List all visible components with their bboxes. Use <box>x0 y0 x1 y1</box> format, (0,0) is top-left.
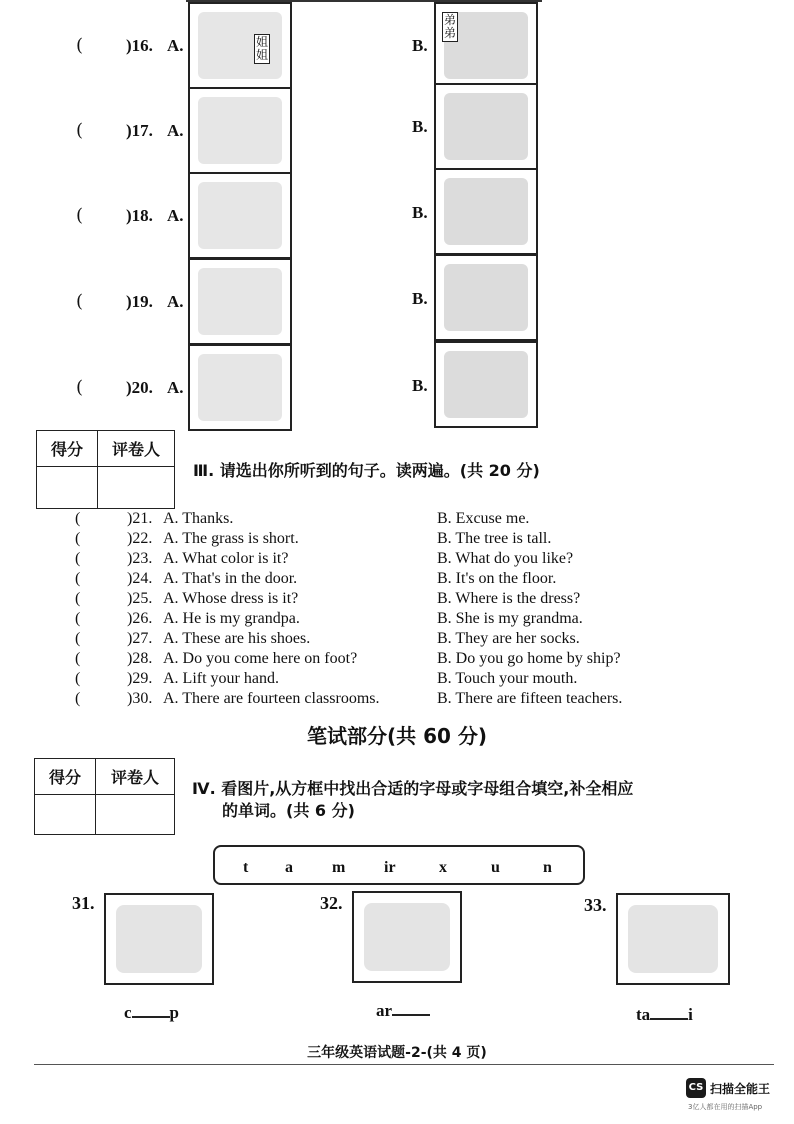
answer-paren[interactable]: ( <box>75 670 81 687</box>
question-row <box>75 630 715 650</box>
answer-paren[interactable]: ( <box>75 570 81 587</box>
option-b-picture[interactable] <box>434 341 538 428</box>
option-a-label: A. <box>167 121 184 140</box>
question-row <box>75 650 715 670</box>
option-b-picture[interactable] <box>434 168 538 255</box>
letter-option: m <box>332 859 346 876</box>
option-b[interactable]: B. It's on the floor. <box>437 570 557 587</box>
grader-cell[interactable] <box>98 467 175 509</box>
option-b-label: B. <box>412 36 428 55</box>
item-picture <box>616 893 730 985</box>
letter-option: ir <box>384 859 396 876</box>
answer-paren[interactable]: ( <box>76 377 84 398</box>
cookies-icon <box>198 182 282 249</box>
fill-word <box>636 1004 693 1025</box>
score-cell[interactable] <box>35 795 96 835</box>
answer-blank[interactable] <box>132 1002 170 1018</box>
section-4-title-line2: 的单词。(共 6 分) <box>222 801 355 820</box>
score-box <box>34 758 175 835</box>
option-a[interactable]: A. Lift your hand. <box>163 670 279 687</box>
option-a[interactable]: A. These are his shoes. <box>163 630 311 647</box>
option-b[interactable]: B. She is my grandma. <box>437 610 583 627</box>
word-suffix: i <box>688 1005 693 1024</box>
item-number: 31. <box>72 893 95 913</box>
option-b[interactable]: B. Touch your mouth. <box>437 670 578 687</box>
pants-icon <box>198 268 282 335</box>
answer-paren[interactable]: ( <box>75 590 81 607</box>
option-a[interactable]: A. Whose dress is it? <box>163 590 299 607</box>
option-b-label: B. <box>412 203 428 222</box>
arm-icon <box>364 903 450 971</box>
answer-paren[interactable]: ( <box>75 630 81 647</box>
watermark-tagline: 3亿人都在用的扫描App <box>688 1103 763 1111</box>
question-row <box>75 670 715 690</box>
short-children-icon <box>198 354 282 421</box>
question-number: )21. <box>127 510 153 527</box>
fill-word <box>124 1002 179 1023</box>
score-box <box>36 430 175 509</box>
question-row <box>75 690 715 710</box>
answer-paren[interactable]: ( <box>75 530 81 547</box>
option-a[interactable]: A. What color is it? <box>163 550 289 567</box>
option-b[interactable]: B. There are fifteen teachers. <box>437 690 623 707</box>
question-number: )25. <box>127 590 153 607</box>
option-a-picture[interactable] <box>188 258 292 345</box>
option-b[interactable]: B. What do you like? <box>437 550 574 567</box>
question-number: )23. <box>127 550 153 567</box>
option-a[interactable]: A. There are fourteen classrooms. <box>163 690 380 707</box>
question-number: )24. <box>127 570 153 587</box>
answer-paren[interactable]: ( <box>75 510 81 527</box>
item-number: 33. <box>584 895 607 915</box>
option-a-label: A. <box>167 292 184 311</box>
question-number: )16. <box>126 36 153 55</box>
option-b-picture[interactable] <box>434 2 538 89</box>
question-number: )30. <box>127 690 153 707</box>
written-part-title: 笔试部分(共 60 分) <box>306 724 488 748</box>
option-a-picture[interactable] <box>188 2 292 89</box>
question-number: )22. <box>127 530 153 547</box>
option-a[interactable]: A. Do you come here on foot? <box>163 650 358 667</box>
answer-paren[interactable]: ( <box>75 550 81 567</box>
section-4-title-line1: Ⅳ. 看图片,从方框中找出合适的字母或字母组合填空,补全相应 <box>192 779 634 798</box>
candy-icon <box>444 178 528 245</box>
cap-icon <box>116 905 202 973</box>
answer-paren[interactable]: ( <box>76 205 84 226</box>
answer-paren[interactable]: ( <box>75 610 81 627</box>
tall-children-icon <box>444 351 528 418</box>
skirt-icon <box>444 264 528 331</box>
question-number: )27. <box>127 630 153 647</box>
word-prefix: c <box>124 1003 132 1022</box>
answer-paren[interactable]: ( <box>76 120 84 141</box>
option-a[interactable]: A. That's in the door. <box>163 570 298 587</box>
answer-paren[interactable]: ( <box>76 35 84 56</box>
score-header: 得分 <box>37 431 98 467</box>
item-picture <box>352 891 462 983</box>
item-number: 32. <box>320 893 343 913</box>
score-cell[interactable] <box>37 467 98 509</box>
letter-option: t <box>243 859 249 876</box>
answer-blank[interactable] <box>392 1000 430 1016</box>
train-icon <box>444 93 528 160</box>
taxi-icon <box>628 905 718 973</box>
question-number: )20. <box>126 378 153 397</box>
letter-option: u <box>491 859 500 876</box>
question-row <box>75 550 715 570</box>
section-3-title: Ⅲ. 请选出你所听到的句子。读两遍。(共 20 分) <box>193 461 540 480</box>
option-b[interactable]: B. They are her socks. <box>437 630 580 647</box>
question-row <box>75 570 715 590</box>
question-number: )17. <box>126 121 153 140</box>
score-header: 得分 <box>35 759 96 795</box>
answer-paren[interactable]: ( <box>75 690 81 707</box>
option-a[interactable]: A. The grass is short. <box>163 530 299 547</box>
brother-tag: 弟弟 <box>443 13 456 40</box>
sister-tag: 姐姐 <box>255 35 268 62</box>
letter-choice-box <box>213 845 585 885</box>
option-b-picture[interactable] <box>434 83 538 170</box>
grader-cell[interactable] <box>96 795 175 835</box>
question-number: )28. <box>127 650 153 667</box>
answer-blank[interactable] <box>650 1004 688 1020</box>
question-number: )26. <box>127 610 153 627</box>
question-row <box>75 510 715 530</box>
question-number: )29. <box>127 670 153 687</box>
item-picture <box>104 893 214 985</box>
grader-header: 评卷人 <box>96 759 175 795</box>
option-b[interactable]: B. Where is the dress? <box>437 590 581 607</box>
option-a-label: A. <box>167 36 184 55</box>
watermark-brand: 扫描全能王 <box>710 1082 771 1096</box>
scanner-watermark <box>686 1078 790 1118</box>
letter-option: a <box>285 859 293 876</box>
option-a-label: A. <box>167 378 184 397</box>
bus-icon <box>198 97 282 164</box>
option-b-picture[interactable] <box>434 254 538 341</box>
grader-header: 评卷人 <box>98 431 175 467</box>
option-b-label: B. <box>412 376 428 395</box>
answer-paren[interactable]: ( <box>75 650 81 667</box>
cs-logo-icon: CS <box>686 1078 706 1098</box>
option-a-picture[interactable] <box>188 87 292 174</box>
letter-option: x <box>439 859 447 876</box>
word-prefix: ar <box>376 1001 393 1020</box>
option-b[interactable]: B. Do you go home by ship? <box>437 650 621 667</box>
question-number: )18. <box>126 206 153 225</box>
bottom-rule <box>34 1064 774 1065</box>
word-suffix: p <box>169 1003 180 1022</box>
question-row <box>75 590 715 610</box>
question-row <box>75 610 715 630</box>
question-number: )19. <box>126 292 153 311</box>
page-footer: 三年级英语试题-2-(共 4 页) <box>307 1045 487 1061</box>
answer-paren[interactable]: ( <box>76 291 84 312</box>
letter-option: n <box>543 859 552 876</box>
option-a-picture[interactable] <box>188 172 292 259</box>
option-a[interactable]: A. Thanks. <box>163 510 234 527</box>
option-a-label: A. <box>167 206 184 225</box>
option-b[interactable]: B. The tree is tall. <box>437 530 552 547</box>
option-a-picture[interactable] <box>188 344 292 431</box>
option-b[interactable]: B. Excuse me. <box>437 510 530 527</box>
question-row <box>75 530 715 550</box>
word-prefix: ta <box>636 1005 651 1024</box>
option-b-label: B. <box>412 117 428 136</box>
option-a[interactable]: A. He is my grandpa. <box>163 610 300 627</box>
option-b-label: B. <box>412 289 428 308</box>
fill-word <box>376 1000 430 1021</box>
